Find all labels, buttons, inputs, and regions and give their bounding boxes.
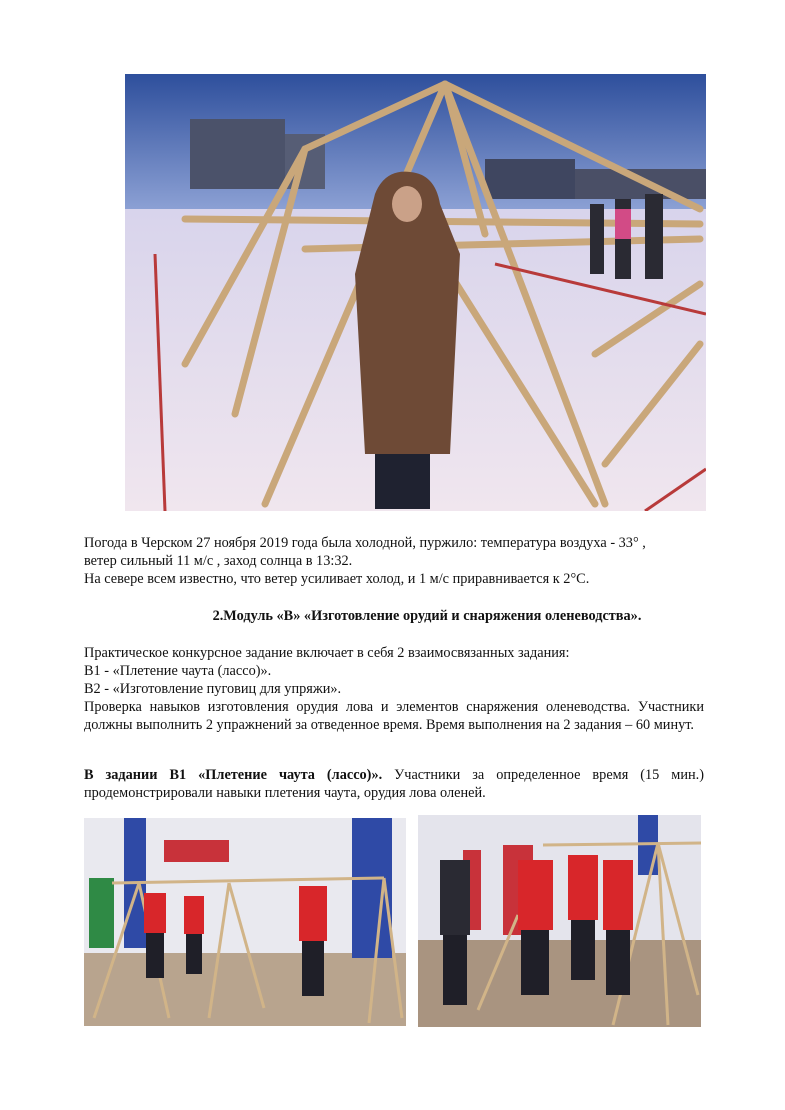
module-heading: 2.Модуль «В» «Изготовление орудий и снаряжения оленеводства».	[212, 608, 642, 624]
task-paragraph	[84, 644, 704, 734]
b1-paragraph	[84, 766, 704, 802]
photo-lasso-weaving-left	[84, 818, 406, 1026]
photo-outdoor-frame-construction	[125, 74, 706, 511]
weather-paragraph	[84, 534, 704, 588]
weather-line-1: Погода в Черском 27 ноября 2019 года была холодной, пуржило: температура воздуха - 33° ,	[84, 535, 646, 551]
task-item-b2: В2 - «Изготовление пуговиц для упряжи».	[84, 681, 342, 697]
b1-lead: В задании В1 «Плетение чаута (лассо)».	[84, 767, 383, 783]
b1-rest: Участники за определенное время (15 мин.) продемонстрировали навыки плетения чаута, орудия лова оленей.	[84, 767, 704, 801]
task-item-b1: В1 - «Плетение чаута (лассо)».	[84, 663, 272, 679]
photo-lasso-weaving-right	[418, 815, 701, 1027]
weather-line-2: ветер сильный 11 м/с , заход солнца в 13:32.	[84, 553, 353, 569]
weather-line-3: На севере всем известно, что ветер усиливает холод, и 1 м/с приравнивается к 2°С.	[84, 571, 590, 587]
task-description: Проверка навыков изготовления орудия лова и элементов снаряжения оленеводства. Участники должны выполнить 2 упражнений за отведенное время. Время выполнения на 2 задания – 60 минут.	[84, 699, 704, 733]
task-intro: Практическое конкурсное задание включает в себя 2 взаимосвязанных задания:	[84, 645, 570, 661]
